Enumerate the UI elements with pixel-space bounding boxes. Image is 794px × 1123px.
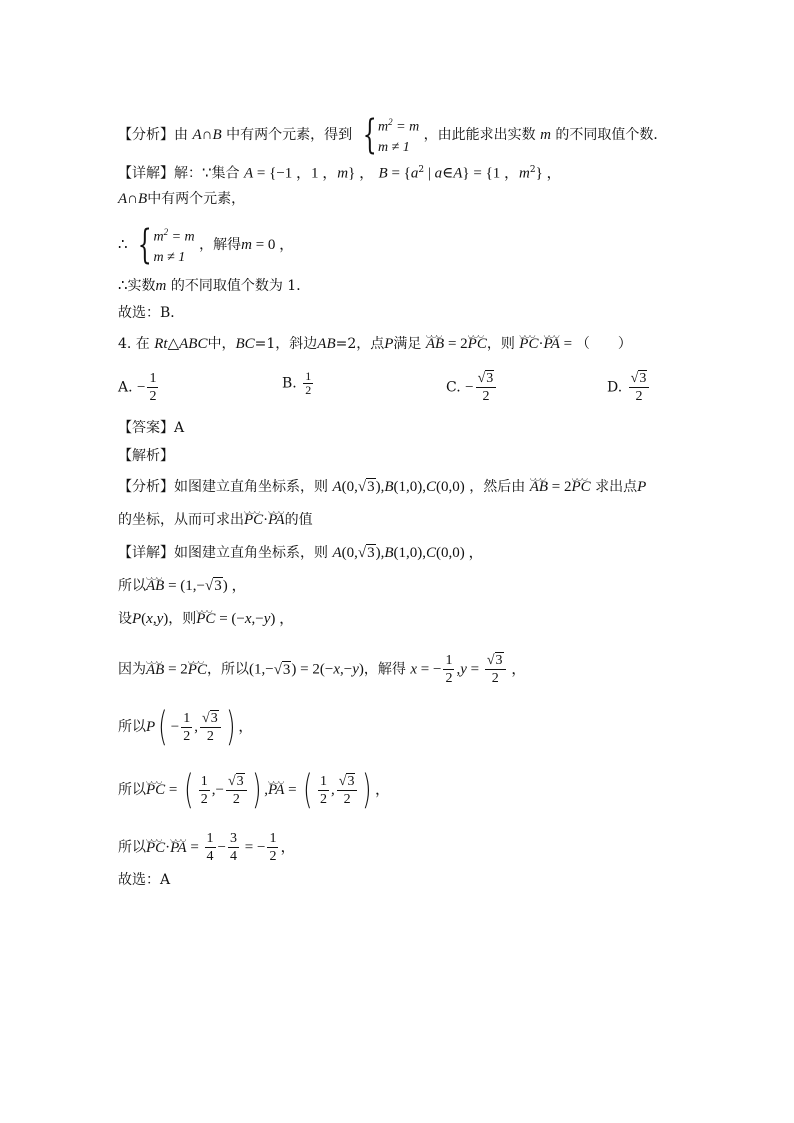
- option-c: C. − $\frac{√3}{2}$: [446, 370, 498, 405]
- detail-line-2: A∩B中有两个元素，: [118, 191, 246, 207]
- text: P: [384, 336, 394, 352]
- option-label: A.: [118, 379, 133, 396]
- analysis-2-line-1: 【分析】如图建立直角坐标系，则 A(0,√3),B(1,0),C(0,0) ，然后由 ◡◡◡ AB = 2◡◡◡ PC 求出点P: [118, 477, 646, 497]
- detail-2-line-7: 所以◡◡◡ PC·◡◡◡ PA = $\frac{1}{4}$ − $\frac{3}{4}$ = − $\frac{1}{2}$ ，: [118, 830, 295, 865]
- text: 【解析】: [118, 448, 174, 464]
- answer-line-3: [118, 303, 184, 323]
- text: 因为: [118, 661, 146, 678]
- text: ，由此能求出实数: [423, 126, 536, 143]
- answer: [118, 418, 184, 438]
- text: 【详解】如图建立直角坐标系，则: [118, 545, 328, 561]
- text: 中有两个元素，: [147, 191, 246, 207]
- text: 故选：A: [118, 872, 171, 888]
- question-number: 4. 在: [118, 336, 150, 352]
- text: 的不同取值个数．: [555, 126, 668, 143]
- text: 中有两个元素，得到: [226, 126, 353, 143]
- text: 的值: [284, 512, 313, 528]
- text: ，所以: [206, 661, 249, 678]
- text: 所以: [118, 782, 146, 798]
- analysis-2-line-2: 的坐标，从而可求出◡◡◡ PC·◡◡◡ PA的值: [118, 510, 313, 530]
- text: ，则: [168, 611, 197, 627]
- text: 设: [118, 611, 132, 627]
- detail-2-line-4: 因为◡◡◡ AB = 2◡◡◡ PC，所以(1,−√3) = 2(−x,−y)，解得 x = − $\frac{1}{2}$ ,y = $\frac{√3}{2}$ ，: [118, 652, 526, 687]
- text: 的坐标，从而可求出: [118, 512, 244, 528]
- triangle-label: Rt△ABC: [154, 336, 208, 352]
- text: BC: [235, 336, 255, 352]
- text: 【分析】如图建立直角坐标系，则: [118, 479, 328, 495]
- option-a: A. − $\frac{1}{2}$: [118, 371, 157, 404]
- text: 故选：B．: [118, 305, 185, 321]
- text: AB: [317, 336, 336, 352]
- explanation-heading: [118, 446, 174, 466]
- detail-2-line-3: 设P(x,y)，则◡◡◡ PC = (−x,−y) ，: [118, 609, 294, 629]
- detail-2-line-1: 【详解】如图建立直角坐标系，则 A(0,√3),B(1,0),C(0,0) ，: [118, 545, 484, 561]
- final-answer: [118, 870, 170, 890]
- text: 的不同取值个数为 1．: [170, 278, 311, 294]
- option-b: B. $\frac{1}{2}$: [282, 369, 312, 397]
- text: 所以: [118, 719, 146, 735]
- text: （ ）: [575, 336, 632, 352]
- analysis-line-1: 【分析】由 A∩B 中有两个元素，得到 { $m^2 = m$ m ≠ 1 ，由此能求出实数 m 的不同取值个数．: [118, 111, 668, 158]
- text: 实数: [127, 278, 156, 294]
- option-label: D.: [607, 379, 623, 396]
- text: 满足: [393, 336, 422, 352]
- text: 中，: [207, 336, 236, 352]
- detail-2-line-5: 所以P( − $\frac{1}{2}$ , $\frac{√3}{2}$ ) ，: [118, 704, 254, 750]
- question-4: 4. 在 Rt△ABC中，BC=1，斜边AB=2，点P满足 ◡◡◡ AB = 2◡◡◡ PC，则 ◡◡◡ PC·◡◡◡ PA = （ ）: [118, 334, 632, 354]
- text: =2，点: [335, 336, 385, 352]
- detail-2-line-2: 所以◡◡◡ AB = (1,−√3) ，: [118, 576, 246, 596]
- text: 【详解】解：: [118, 165, 202, 182]
- text: 所以: [118, 839, 146, 856]
- text: 【分析】由: [118, 126, 188, 143]
- option-d: D. $\frac{√3}{2}$: [607, 370, 651, 405]
- text: 求出点: [595, 479, 638, 495]
- detail-2-line-6: 所以◡◡◡ PC = ( $\frac{1}{2}$ ,− $\frac{√3}{2}$ ) ,◡◡◡ PA = ( $\frac{1}{2}$ , $\frac{√3}{2}$ ) ，: [118, 770, 390, 810]
- option-label: B.: [282, 375, 297, 392]
- option-label: C.: [446, 379, 461, 396]
- detail-line-4: ∴实数m 的不同取值个数为 1．: [118, 278, 311, 294]
- text: 集合: [211, 165, 240, 182]
- text: ，然后由: [469, 479, 526, 495]
- text: ，解得: [363, 661, 406, 678]
- text: 所以: [118, 578, 146, 594]
- text: ，则: [486, 336, 515, 352]
- text: =1，斜边: [254, 336, 318, 352]
- text: 【答案】A: [118, 420, 185, 436]
- text: ，解得: [199, 236, 242, 253]
- detail-line-1: 【详解】解：∵集合 A = {−1 ，1 ，m} ， $B = \{a^2$ | a∈A} = {1 ，$m^2$} ，: [118, 165, 562, 182]
- detail-line-3: ∴ { $m^2 = m$ m ≠ 1 ，解得m = 0 ，: [118, 221, 295, 268]
